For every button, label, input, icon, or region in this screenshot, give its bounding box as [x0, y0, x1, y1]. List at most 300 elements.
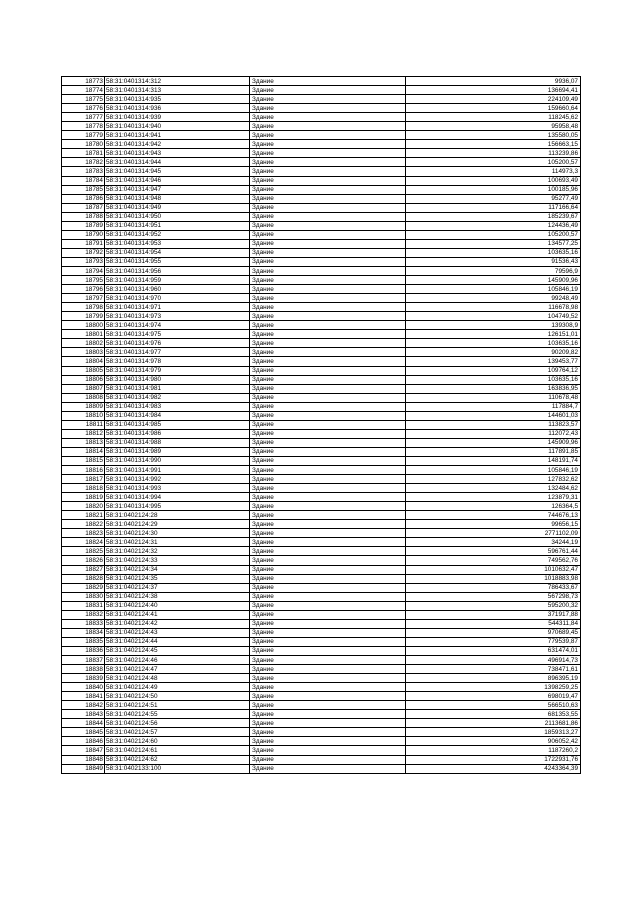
- table-row: [62, 755, 581, 764]
- cadastral-value-cell: 117891,85: [406, 447, 581, 456]
- table-row: [62, 185, 581, 194]
- table-row: [62, 131, 581, 140]
- object-type-cell: Здание: [250, 411, 406, 420]
- row-number-cell: 18846: [62, 737, 105, 746]
- cadastral-value-cell: 118245,62: [406, 113, 581, 122]
- row-number-cell: 18843: [62, 710, 105, 719]
- object-type-cell: Здание: [250, 438, 406, 447]
- cadastral-value-cell: 79596,9: [406, 266, 581, 275]
- table-row: [62, 276, 581, 285]
- cadastral-number-cell: 58:31:0401314:979: [105, 366, 250, 375]
- object-type-cell: Здание: [250, 628, 406, 637]
- cadastral-value-cell: 9936,07: [406, 77, 581, 86]
- cadastral-value-cell: 114973,3: [406, 167, 581, 176]
- row-number-cell: 18800: [62, 321, 105, 330]
- row-number-cell: 18785: [62, 185, 105, 194]
- cadastral-value-cell: 144601,03: [406, 411, 581, 420]
- table-row: [62, 321, 581, 330]
- row-number-cell: 18791: [62, 239, 105, 248]
- table-row: [62, 375, 581, 384]
- object-type-cell: Здание: [250, 257, 406, 266]
- cadastral-number-cell: 58:31:0401314:940: [105, 122, 250, 131]
- cadastral-number-cell: 58:31:0401314:312: [105, 77, 250, 86]
- data-table: [61, 76, 581, 774]
- row-number-cell: 18830: [62, 592, 105, 601]
- cadastral-value-cell: 95958,48: [406, 122, 581, 131]
- table-row: [62, 656, 581, 665]
- cadastral-value-cell: 1187260,2: [406, 746, 581, 755]
- row-number-cell: 18776: [62, 104, 105, 113]
- object-type-cell: Здание: [250, 484, 406, 493]
- cadastral-number-cell: 58:31:0401314:983: [105, 402, 250, 411]
- cadastral-value-cell: 779539,87: [406, 637, 581, 646]
- cadastral-value-cell: 109764,12: [406, 366, 581, 375]
- cadastral-number-cell: 58:31:0402124:38: [105, 592, 250, 601]
- table-row: [62, 547, 581, 556]
- row-number-cell: 18822: [62, 520, 105, 529]
- cadastral-number-cell: 58:31:0401314:954: [105, 248, 250, 257]
- cadastral-number-cell: 58:31:0402124:32: [105, 547, 250, 556]
- object-type-cell: Здание: [250, 357, 406, 366]
- row-number-cell: 18827: [62, 565, 105, 574]
- table-row: [62, 683, 581, 692]
- cadastral-number-cell: 58:31:0402124:44: [105, 637, 250, 646]
- cadastral-number-cell: 58:31:0402124:49: [105, 683, 250, 692]
- object-type-cell: Здание: [250, 122, 406, 131]
- cadastral-number-cell: 58:31:0402124:61: [105, 746, 250, 755]
- cadastral-value-cell: 123879,31: [406, 493, 581, 502]
- table-row: [62, 574, 581, 583]
- object-type-cell: Здание: [250, 429, 406, 438]
- object-type-cell: Здание: [250, 312, 406, 321]
- cadastral-value-cell: 113239,86: [406, 149, 581, 158]
- cadastral-number-cell: 58:31:0401314:949: [105, 203, 250, 212]
- cadastral-number-cell: 58:31:0401314:978: [105, 357, 250, 366]
- cadastral-value-cell: 224109,49: [406, 95, 581, 104]
- row-number-cell: 18774: [62, 86, 105, 95]
- cadastral-number-cell: 58:31:0401314:936: [105, 104, 250, 113]
- table-row: [62, 583, 581, 592]
- cadastral-value-cell: 105846,19: [406, 285, 581, 294]
- object-type-cell: Здание: [250, 755, 406, 764]
- cadastral-value-cell: 749562,76: [406, 556, 581, 565]
- row-number-cell: 18841: [62, 692, 105, 701]
- table-row: [62, 77, 581, 86]
- row-number-cell: 18778: [62, 122, 105, 131]
- table-row: [62, 285, 581, 294]
- row-number-cell: 18783: [62, 167, 105, 176]
- object-type-cell: Здание: [250, 140, 406, 149]
- cadastral-value-cell: 127832,62: [406, 475, 581, 484]
- object-type-cell: Здание: [250, 547, 406, 556]
- table-row: [62, 737, 581, 746]
- table-row: [62, 330, 581, 339]
- cadastral-number-cell: 58:31:0402133:100: [105, 764, 250, 773]
- row-number-cell: 18835: [62, 637, 105, 646]
- row-number-cell: 18825: [62, 547, 105, 556]
- object-type-cell: Здание: [250, 330, 406, 339]
- row-number-cell: 18821: [62, 511, 105, 520]
- table-row: [62, 86, 581, 95]
- cadastral-number-cell: 58:31:0401314:992: [105, 475, 250, 484]
- table-row: [62, 257, 581, 266]
- object-type-cell: Здание: [250, 248, 406, 257]
- row-number-cell: 18823: [62, 529, 105, 538]
- cadastral-number-cell: 58:31:0402124:33: [105, 556, 250, 565]
- table-row: [62, 456, 581, 465]
- row-number-cell: 18820: [62, 502, 105, 511]
- row-number-cell: 18809: [62, 402, 105, 411]
- cadastral-value-cell: 124436,49: [406, 221, 581, 230]
- object-type-cell: Здание: [250, 538, 406, 547]
- cadastral-value-cell: 148191,74: [406, 456, 581, 465]
- row-number-cell: 18815: [62, 456, 105, 465]
- object-type-cell: Здание: [250, 420, 406, 429]
- cadastral-value-cell: 126364,5: [406, 502, 581, 511]
- cadastral-number-cell: 58:31:0402124:40: [105, 601, 250, 610]
- cadastral-value-cell: 103635,16: [406, 248, 581, 257]
- cadastral-value-cell: 1722931,76: [406, 755, 581, 764]
- row-number-cell: 18773: [62, 77, 105, 86]
- cadastral-value-cell: 185239,67: [406, 212, 581, 221]
- row-number-cell: 18789: [62, 221, 105, 230]
- table-row: [62, 429, 581, 438]
- table-row: [62, 701, 581, 710]
- cadastral-value-cell: 163836,95: [406, 384, 581, 393]
- table-row: [62, 402, 581, 411]
- row-number-cell: 18849: [62, 764, 105, 773]
- object-type-cell: Здание: [250, 583, 406, 592]
- object-type-cell: Здание: [250, 656, 406, 665]
- object-type-cell: Здание: [250, 511, 406, 520]
- cadastral-value-cell: 681353,55: [406, 710, 581, 719]
- table-row: [62, 601, 581, 610]
- table-row: [62, 266, 581, 275]
- row-number-cell: 18824: [62, 538, 105, 547]
- row-number-cell: 18808: [62, 393, 105, 402]
- table-row: [62, 529, 581, 538]
- row-number-cell: 18801: [62, 330, 105, 339]
- cadastral-number-cell: 58:31:0401314:939: [105, 113, 250, 122]
- cadastral-value-cell: 156663,15: [406, 140, 581, 149]
- row-number-cell: 18813: [62, 438, 105, 447]
- cadastral-value-cell: 90209,82: [406, 348, 581, 357]
- object-type-cell: Здание: [250, 167, 406, 176]
- cadastral-number-cell: 58:31:0402124:28: [105, 511, 250, 520]
- cadastral-value-cell: 1010632,47: [406, 565, 581, 574]
- object-type-cell: Здание: [250, 692, 406, 701]
- table-row: [62, 221, 581, 230]
- object-type-cell: Здание: [250, 646, 406, 655]
- cadastral-number-cell: 58:31:0401314:994: [105, 493, 250, 502]
- row-number-cell: 18828: [62, 574, 105, 583]
- object-type-cell: Здание: [250, 520, 406, 529]
- object-type-cell: Здание: [250, 149, 406, 158]
- table-row: [62, 475, 581, 484]
- object-type-cell: Здание: [250, 221, 406, 230]
- cadastral-value-cell: 566510,63: [406, 701, 581, 710]
- table-row: [62, 393, 581, 402]
- cadastral-number-cell: 58:31:0401314:970: [105, 294, 250, 303]
- table-row: [62, 420, 581, 429]
- cadastral-number-cell: 58:31:0402124:43: [105, 628, 250, 637]
- cadastral-number-cell: 58:31:0401314:981: [105, 384, 250, 393]
- object-type-cell: Здание: [250, 77, 406, 86]
- row-number-cell: 18793: [62, 257, 105, 266]
- cadastral-value-cell: 104749,52: [406, 312, 581, 321]
- cadastral-value-cell: 1859313,27: [406, 728, 581, 737]
- cadastral-value-cell: 631474,01: [406, 646, 581, 655]
- object-type-cell: Здание: [250, 375, 406, 384]
- object-type-cell: Здание: [250, 719, 406, 728]
- cadastral-value-cell: 113823,57: [406, 420, 581, 429]
- table-row: [62, 619, 581, 628]
- row-number-cell: 18845: [62, 728, 105, 737]
- object-type-cell: Здание: [250, 366, 406, 375]
- cadastral-number-cell: 58:31:0402124:29: [105, 520, 250, 529]
- row-number-cell: 18784: [62, 176, 105, 185]
- row-number-cell: 18777: [62, 113, 105, 122]
- cadastral-value-cell: 134577,25: [406, 239, 581, 248]
- table-row: [62, 511, 581, 520]
- cadastral-value-cell: 1018883,98: [406, 574, 581, 583]
- table-row: [62, 646, 581, 655]
- object-type-cell: Здание: [250, 113, 406, 122]
- cadastral-number-cell: 58:31:0401314:990: [105, 456, 250, 465]
- cadastral-value-cell: 567298,73: [406, 592, 581, 601]
- object-type-cell: Здание: [250, 456, 406, 465]
- object-type-cell: Здание: [250, 592, 406, 601]
- row-number-cell: 18790: [62, 230, 105, 239]
- cadastral-value-cell: 110678,48: [406, 393, 581, 402]
- object-type-cell: Здание: [250, 230, 406, 239]
- cadastral-number-cell: 58:31:0401314:944: [105, 158, 250, 167]
- cadastral-value-cell: 786433,67: [406, 583, 581, 592]
- table-row: [62, 447, 581, 456]
- cadastral-number-cell: 58:31:0402124:56: [105, 719, 250, 728]
- cadastral-number-cell: 58:31:0401314:988: [105, 438, 250, 447]
- row-number-cell: 18804: [62, 357, 105, 366]
- table-row: [62, 484, 581, 493]
- cadastral-value-cell: 135580,05: [406, 131, 581, 140]
- cadastral-number-cell: 58:31:0401314:989: [105, 447, 250, 456]
- row-number-cell: 18788: [62, 212, 105, 221]
- cadastral-number-cell: 58:31:0402124:35: [105, 574, 250, 583]
- cadastral-number-cell: 58:31:0401314:941: [105, 131, 250, 140]
- cadastral-value-cell: 117884,7: [406, 402, 581, 411]
- row-number-cell: 18812: [62, 429, 105, 438]
- cadastral-number-cell: 58:31:0402124:30: [105, 529, 250, 538]
- cadastral-number-cell: 58:31:0401314:985: [105, 420, 250, 429]
- table-row: [62, 158, 581, 167]
- table-row: [62, 502, 581, 511]
- table-row: [62, 674, 581, 683]
- object-type-cell: Здание: [250, 619, 406, 628]
- cadastral-value-cell: 2771102,09: [406, 529, 581, 538]
- table-row: [62, 239, 581, 248]
- cadastral-number-cell: 58:31:0401314:947: [105, 185, 250, 194]
- table-row: [62, 203, 581, 212]
- cadastral-value-cell: 595200,32: [406, 601, 581, 610]
- object-type-cell: Здание: [250, 746, 406, 755]
- object-type-cell: Здание: [250, 276, 406, 285]
- table-row: [62, 339, 581, 348]
- cadastral-value-cell: 100185,96: [406, 185, 581, 194]
- object-type-cell: Здание: [250, 185, 406, 194]
- cadastral-value-cell: 136694,41: [406, 86, 581, 95]
- cadastral-number-cell: 58:31:0401314:960: [105, 285, 250, 294]
- table-row: [62, 312, 581, 321]
- table-row: [62, 565, 581, 574]
- cadastral-value-cell: 105846,19: [406, 466, 581, 475]
- cadastral-number-cell: 58:31:0401314:993: [105, 484, 250, 493]
- object-type-cell: Здание: [250, 158, 406, 167]
- row-number-cell: 18833: [62, 619, 105, 628]
- cadastral-value-cell: 116678,98: [406, 303, 581, 312]
- table-row: [62, 665, 581, 674]
- row-number-cell: 18779: [62, 131, 105, 140]
- cadastral-number-cell: 58:31:0401314:959: [105, 276, 250, 285]
- row-number-cell: 18834: [62, 628, 105, 637]
- row-number-cell: 18839: [62, 674, 105, 683]
- object-type-cell: Здание: [250, 493, 406, 502]
- object-type-cell: Здание: [250, 556, 406, 565]
- row-number-cell: 18838: [62, 665, 105, 674]
- cadastral-value-cell: 139453,77: [406, 357, 581, 366]
- cadastral-number-cell: 58:31:0402124:60: [105, 737, 250, 746]
- table-row: [62, 520, 581, 529]
- object-type-cell: Здание: [250, 710, 406, 719]
- cadastral-number-cell: 58:31:0402124:34: [105, 565, 250, 574]
- row-number-cell: 18826: [62, 556, 105, 565]
- object-type-cell: Здание: [250, 466, 406, 475]
- row-number-cell: 18811: [62, 420, 105, 429]
- row-number-cell: 18840: [62, 683, 105, 692]
- cadastral-number-cell: 58:31:0401314:942: [105, 140, 250, 149]
- cadastral-number-cell: 58:31:0401314:956: [105, 266, 250, 275]
- table-row: [62, 493, 581, 502]
- cadastral-number-cell: 58:31:0401314:974: [105, 321, 250, 330]
- object-type-cell: Здание: [250, 194, 406, 203]
- cadastral-value-cell: 112072,43: [406, 429, 581, 438]
- table-row: [62, 710, 581, 719]
- table-row: [62, 140, 581, 149]
- table-row: [62, 194, 581, 203]
- cadastral-number-cell: 58:31:0401314:955: [105, 257, 250, 266]
- table-row: [62, 719, 581, 728]
- cadastral-value-cell: 99656,15: [406, 520, 581, 529]
- table-row: [62, 538, 581, 547]
- object-type-cell: Здание: [250, 665, 406, 674]
- row-number-cell: 18847: [62, 746, 105, 755]
- table-row: [62, 637, 581, 646]
- table-row: [62, 592, 581, 601]
- table-row: [62, 294, 581, 303]
- object-type-cell: Здание: [250, 285, 406, 294]
- table-row: [62, 303, 581, 312]
- cadastral-number-cell: 58:31:0401314:953: [105, 239, 250, 248]
- object-type-cell: Здание: [250, 266, 406, 275]
- cadastral-number-cell: 58:31:0402124:41: [105, 610, 250, 619]
- cadastral-number-cell: 58:31:0401314:935: [105, 95, 250, 104]
- object-type-cell: Здание: [250, 637, 406, 646]
- cadastral-value-cell: 1398259,25: [406, 683, 581, 692]
- cadastral-number-cell: 58:31:0401314:980: [105, 375, 250, 384]
- row-number-cell: 18794: [62, 266, 105, 275]
- cadastral-number-cell: 58:31:0402124:51: [105, 701, 250, 710]
- cadastral-value-cell: 91536,43: [406, 257, 581, 266]
- row-number-cell: 18819: [62, 493, 105, 502]
- row-number-cell: 18792: [62, 248, 105, 257]
- cadastral-number-cell: 58:31:0402124:46: [105, 656, 250, 665]
- row-number-cell: 18780: [62, 140, 105, 149]
- cadastral-number-cell: 58:31:0401314:946: [105, 176, 250, 185]
- table-row: [62, 104, 581, 113]
- row-number-cell: 18805: [62, 366, 105, 375]
- cadastral-number-cell: 58:31:0402124:57: [105, 728, 250, 737]
- cadastral-value-cell: 100693,49: [406, 176, 581, 185]
- table-row: [62, 438, 581, 447]
- object-type-cell: Здание: [250, 701, 406, 710]
- row-number-cell: 18844: [62, 719, 105, 728]
- object-type-cell: Здание: [250, 764, 406, 773]
- row-number-cell: 18796: [62, 285, 105, 294]
- cadastral-value-cell: 906052,42: [406, 737, 581, 746]
- object-type-cell: Здание: [250, 610, 406, 619]
- cadastral-value-cell: 99248,49: [406, 294, 581, 303]
- row-number-cell: 18848: [62, 755, 105, 764]
- row-number-cell: 18803: [62, 348, 105, 357]
- cadastral-value-cell: 105200,57: [406, 230, 581, 239]
- cadastral-number-cell: 58:31:0401314:975: [105, 330, 250, 339]
- table-row: [62, 176, 581, 185]
- cadastral-number-cell: 58:31:0401314:982: [105, 393, 250, 402]
- cadastral-value-cell: 95277,49: [406, 194, 581, 203]
- cadastral-number-cell: 58:31:0401314:986: [105, 429, 250, 438]
- object-type-cell: Здание: [250, 95, 406, 104]
- table-row: [62, 384, 581, 393]
- cadastral-value-cell: 145909,96: [406, 438, 581, 447]
- cadastral-number-cell: 58:31:0402124:50: [105, 692, 250, 701]
- object-type-cell: Здание: [250, 674, 406, 683]
- cadastral-number-cell: 58:31:0401314:950: [105, 212, 250, 221]
- row-number-cell: 18842: [62, 701, 105, 710]
- row-number-cell: 18787: [62, 203, 105, 212]
- object-type-cell: Здание: [250, 348, 406, 357]
- object-type-cell: Здание: [250, 176, 406, 185]
- object-type-cell: Здание: [250, 574, 406, 583]
- row-number-cell: 18802: [62, 339, 105, 348]
- table-row: [62, 95, 581, 104]
- cadastral-value-cell: 371917,88: [406, 610, 581, 619]
- table-row: [62, 248, 581, 257]
- table-row: [62, 692, 581, 701]
- object-type-cell: Здание: [250, 86, 406, 95]
- cadastral-number-cell: 58:31:0401314:948: [105, 194, 250, 203]
- cadastral-value-cell: 117166,64: [406, 203, 581, 212]
- cadastral-value-cell: 4243364,39: [406, 764, 581, 773]
- row-number-cell: 18795: [62, 276, 105, 285]
- table-row: [62, 556, 581, 565]
- table-row: [62, 366, 581, 375]
- table-row: [62, 149, 581, 158]
- cadastral-value-cell: 2113681,86: [406, 719, 581, 728]
- cadastral-value-cell: 105200,57: [406, 158, 581, 167]
- table-row: [62, 230, 581, 239]
- data-table-body: [62, 77, 581, 774]
- object-type-cell: Здание: [250, 737, 406, 746]
- cadastral-value-cell: 132484,62: [406, 484, 581, 493]
